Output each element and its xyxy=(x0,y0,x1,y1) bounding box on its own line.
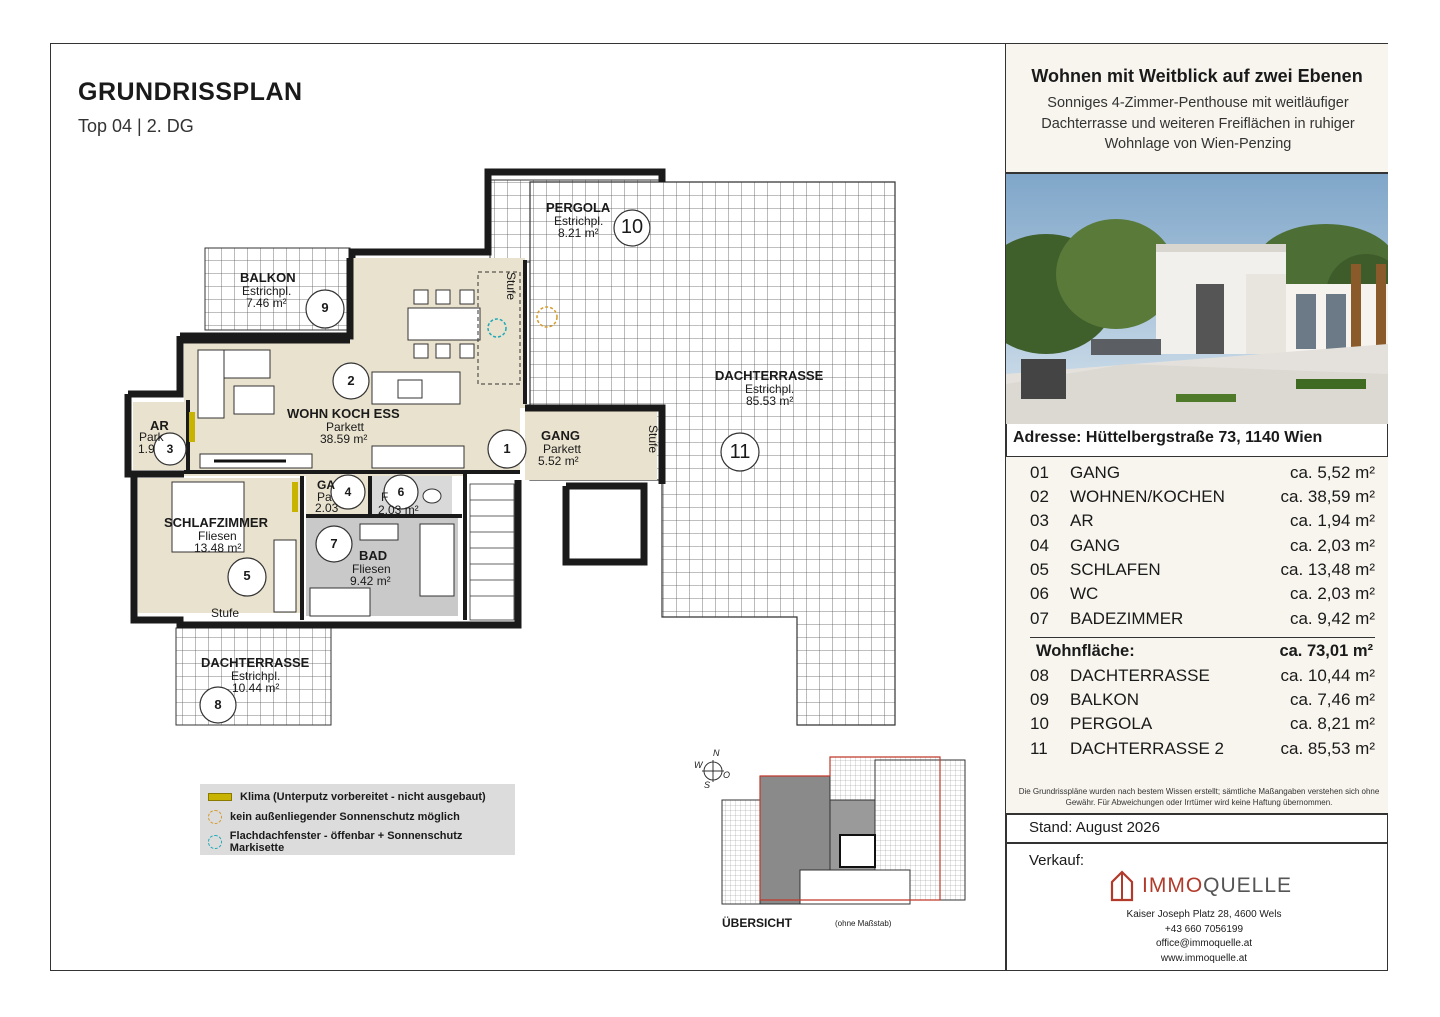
room-number-7: 7 xyxy=(330,536,338,551)
penthouse-photo xyxy=(1006,174,1388,424)
dachterrasse1-floor: Estrichpl. xyxy=(231,669,281,683)
bathtub xyxy=(420,524,454,596)
verkauf-label: Verkauf: xyxy=(1029,852,1085,869)
stufe-label-bedroom: Stufe xyxy=(211,606,240,620)
gang1-area-text: 5.52 m² xyxy=(538,454,579,468)
ar-label: AR xyxy=(150,418,169,433)
legend-klima: Klima (Unterputz vorbereitet - nicht ausgebaut) xyxy=(240,791,486,803)
room-row: 02 WOHNEN/KOCHEN ca. 38,59 m² xyxy=(1030,487,1375,506)
schlaf-label: SCHLAFZIMMER xyxy=(164,515,268,530)
skylight-icon xyxy=(208,835,222,849)
contact-address: Kaiser Joseph Platz 28, 4600 Wels xyxy=(1126,909,1282,920)
panel-description: Sonniges 4-Zimmer-Penthouse mit weitläufiger Dachterrasse und weiteren Freiflächen in ruhiger Wohnlage von Wien-Penzing xyxy=(1041,95,1355,152)
contact-block xyxy=(1006,908,1402,966)
wohnflaeche-total: Wohnfläche: ca. 73,01 m² xyxy=(1036,642,1373,660)
gang1-floor: Parkett xyxy=(543,442,582,456)
stufe-label-gang: Stufe xyxy=(646,425,660,454)
pergola-area-text: 8.21 m² xyxy=(558,226,599,240)
contact-website[interactable]: www.immoquelle.at xyxy=(1160,952,1248,964)
bad-label: BAD xyxy=(359,548,388,563)
klima-swatch xyxy=(208,793,232,801)
panel-headline: Wohnen mit Weitblick auf zwei Ebenen xyxy=(1031,66,1363,86)
disclaimer: Die Grundrisspläne wurden nach bestem Wissen erstellt; sämtliche Maßangaben verstehen sich ohne Gewähr. Für Abweichungen oder Irrtümer wird keine Haftung übernommen. xyxy=(1018,787,1380,807)
room-number-5: 5 xyxy=(243,568,251,583)
page-title: GRUNDRISSPLAN xyxy=(78,78,303,106)
house-logo-icon xyxy=(1110,870,1134,902)
coffee-table xyxy=(234,386,274,414)
overview-plan xyxy=(690,745,970,915)
room-number-11: 11 xyxy=(729,441,751,463)
legend-flachdach: Flachdachfenster - öffenbar + Sonnenschutz Markisette xyxy=(229,830,463,854)
room-number-10: 10 xyxy=(620,216,644,238)
kitchen-counter xyxy=(372,446,464,468)
balkon-area-text: 7.46 m² xyxy=(246,296,287,310)
panel-divider-4 xyxy=(1006,842,1388,844)
outdoor-row: 09 BALKON ca. 7,46 m² xyxy=(1030,690,1375,709)
room-row: 04 GANG ca. 2,03 m² xyxy=(1030,536,1375,555)
gang4-label: GA xyxy=(317,478,335,492)
overview-label: ÜBERSICHT xyxy=(722,916,793,930)
shower xyxy=(310,588,370,616)
ar-floor: Park xyxy=(139,430,164,444)
wardrobe xyxy=(274,540,296,612)
room-number-4: 4 xyxy=(344,485,352,499)
room-number-2: 2 xyxy=(347,373,355,388)
stand-date: Stand: August 2026 xyxy=(1029,819,1160,836)
dachterrasse2-floor: Estrichpl. xyxy=(745,382,795,396)
dining-table xyxy=(408,308,480,340)
pergola-label: PERGOLA xyxy=(546,200,611,215)
bad-floor: Fliesen xyxy=(352,562,391,576)
outdoor-row: 08 DACHTERRASSE ca. 10,44 m² xyxy=(1030,666,1375,685)
dachterrasse1-area-text: 10.44 m² xyxy=(232,681,280,695)
page-subtitle: Top 04 | 2. DG xyxy=(78,116,194,136)
room-row: 01 GANG ca. 5,52 m² xyxy=(1030,463,1375,482)
wohn-label: WOHN KOCH ESS xyxy=(287,406,400,421)
wc-area-text: 2.03 m² xyxy=(378,503,419,517)
balkon-floor: Estrichpl. xyxy=(242,284,292,298)
outdoor-row: 11 DACHTERRASSE 2 ca. 85,53 m² xyxy=(1030,739,1375,758)
ar-area-text: 1.9 xyxy=(138,442,155,456)
panel-divider-3 xyxy=(1006,813,1388,815)
sum-line xyxy=(1030,637,1375,638)
compass-n: N xyxy=(713,748,720,758)
pergola-floor: Estrichpl. xyxy=(554,214,604,228)
dachterrasse2-area-text: 85.53 m² xyxy=(746,394,794,408)
room-row: 06 WC ca. 2,03 m² xyxy=(1030,584,1375,603)
balkon-label: BALKON xyxy=(240,270,296,285)
immoquelle-logo xyxy=(1110,868,1292,904)
room-row: 03 AR ca. 1,94 m² xyxy=(1030,511,1375,530)
schlaf-area-text: 13.48 m² xyxy=(194,541,242,555)
room-number-6: 6 xyxy=(397,485,405,499)
kitchen-island xyxy=(372,372,460,404)
room-number-1: 1 xyxy=(503,441,511,456)
gang1-label: GANG xyxy=(541,428,580,443)
room-row: 07 BADEZIMMER ca. 9,42 m² xyxy=(1030,609,1375,628)
compass-s: S xyxy=(704,780,711,790)
bad-area-text: 9.42 m² xyxy=(350,574,391,588)
legend-sonnenschutz: kein außenliegender Sonnenschutz möglich xyxy=(230,811,460,823)
room-number-8: 8 xyxy=(214,697,222,712)
wc-floor: F xyxy=(381,490,389,504)
logo-immo: IMMO xyxy=(1142,874,1204,897)
room-number-3: 3 xyxy=(166,442,174,456)
compass-o: O xyxy=(723,770,731,780)
room-number-9: 9 xyxy=(321,300,329,315)
sink xyxy=(360,524,398,540)
plan-legend xyxy=(200,784,515,855)
toilet xyxy=(423,489,441,503)
overview-note: (ohne Maßstab) xyxy=(835,919,892,928)
sun-icon xyxy=(208,810,222,824)
gang4-floor: Pa xyxy=(317,490,332,504)
room-row: 05 SCHLAFEN ca. 13,48 m² xyxy=(1030,560,1375,579)
schlaf-floor: Fliesen xyxy=(198,529,237,543)
logo-quelle: QUELLE xyxy=(1203,874,1293,897)
gang4-area-text: 2.03 xyxy=(315,501,339,515)
address: Adresse: Hüttelbergstraße 73, 1140 Wien xyxy=(1013,429,1323,446)
dachterrasse2-label: DACHTERRASSE xyxy=(715,368,824,383)
wohn-floor: Parkett xyxy=(326,420,365,434)
sofa-side xyxy=(198,350,224,418)
contact-email[interactable]: office@immoquelle.at xyxy=(1155,938,1253,949)
wohn-area-text: 38.59 m² xyxy=(320,432,368,446)
outdoor-row: 10 PERGOLA ca. 8,21 m² xyxy=(1030,714,1375,733)
dachterrasse1-label: DACHTERRASSE xyxy=(201,655,310,670)
compass-w: W xyxy=(694,760,703,770)
contact-phone[interactable]: +43 660 7056199 xyxy=(1164,923,1244,935)
stufe-label-terrace: Stufe xyxy=(504,272,518,301)
